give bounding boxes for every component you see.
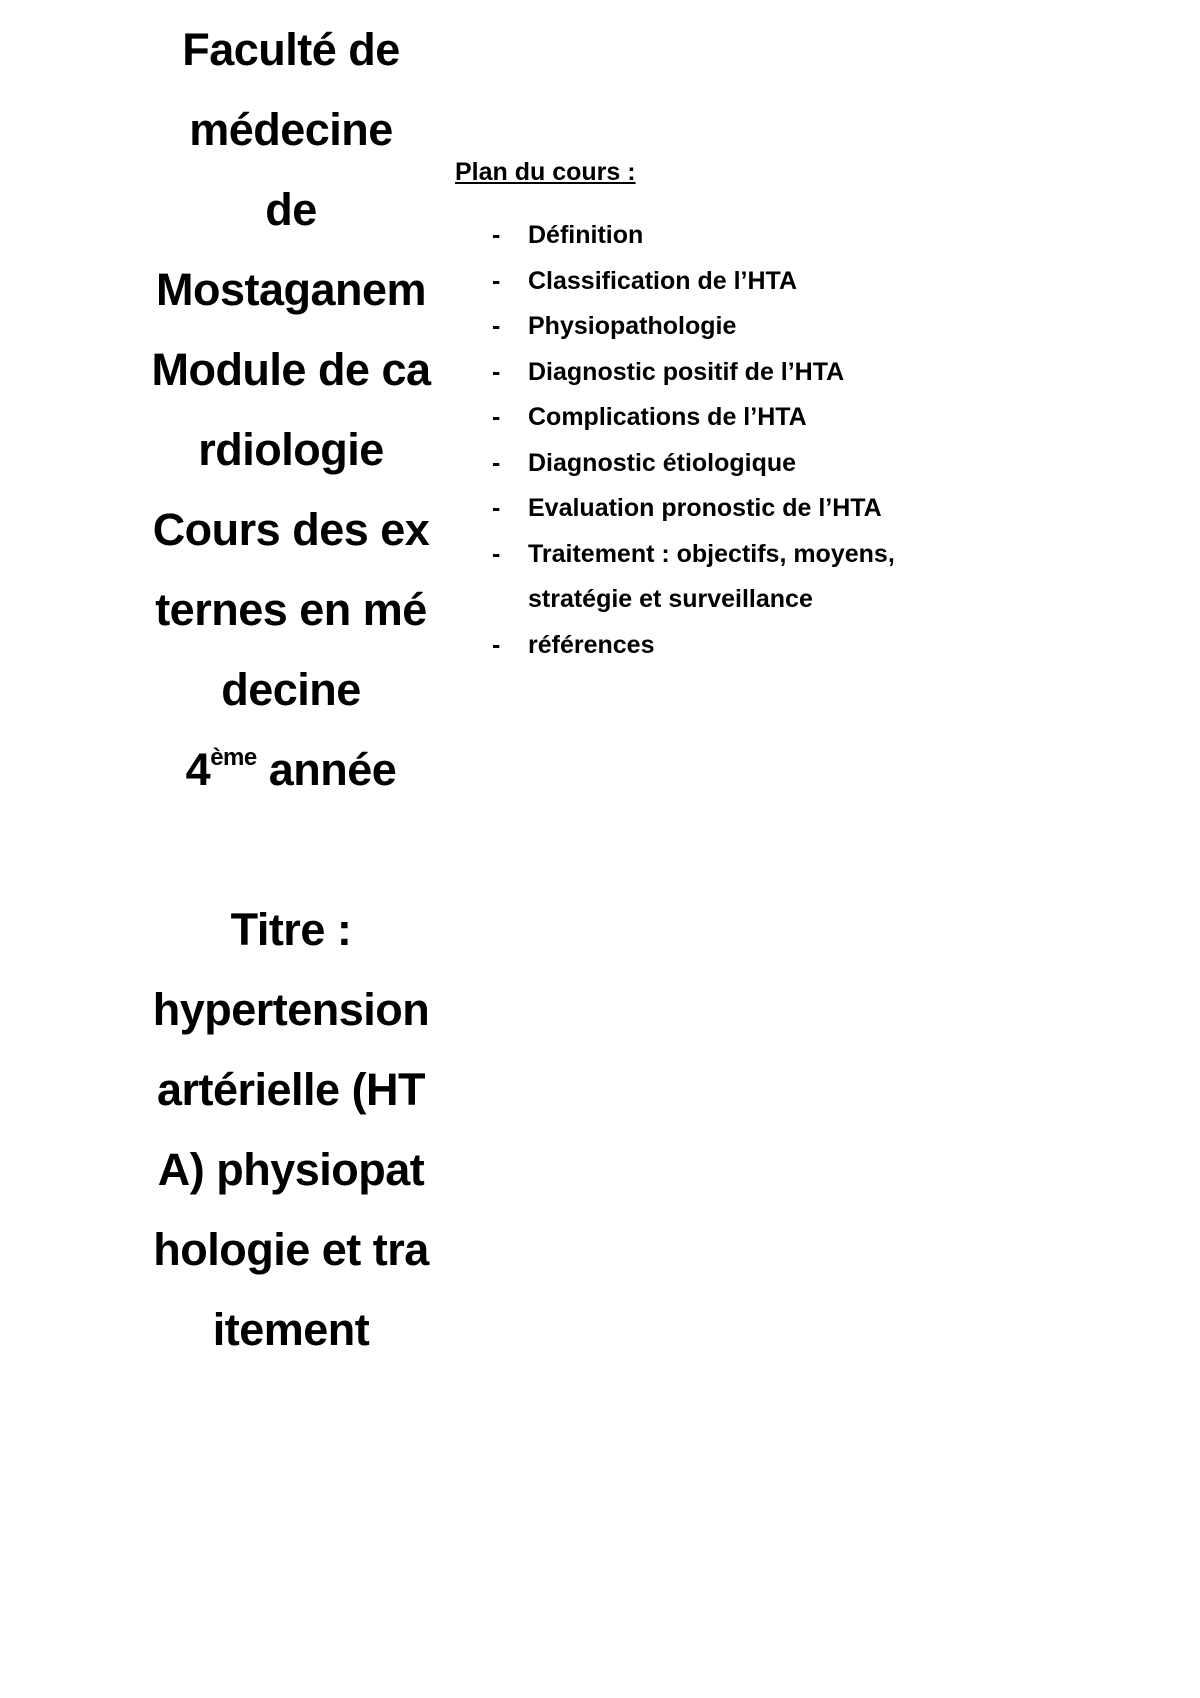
list-item-text: Diagnostic étiologique bbox=[528, 448, 797, 477]
list-item bbox=[492, 304, 995, 350]
list-item-text: références bbox=[528, 630, 655, 659]
bullet-dash: - bbox=[492, 312, 501, 340]
bullet-dash: - bbox=[492, 539, 501, 568]
list-item-text: Evaluation pronostic de l’HTA bbox=[528, 494, 882, 522]
list-item bbox=[492, 213, 995, 259]
year-number: 4 bbox=[185, 744, 211, 795]
course-type: Cours des externes en médecine bbox=[152, 504, 430, 715]
course-outline bbox=[455, 155, 995, 668]
year-word: année bbox=[268, 744, 397, 795]
bullet-dash: - bbox=[492, 403, 501, 431]
list-item bbox=[492, 532, 995, 623]
bullet-dash: - bbox=[492, 266, 501, 295]
course-title: hypertension artérielle (HTA) physiopathologie et traitement bbox=[152, 984, 430, 1355]
faculty-city: Mostaganem bbox=[155, 264, 427, 315]
bullet-dash: - bbox=[492, 448, 501, 477]
list-item-text: Diagnostic positif de l’HTA bbox=[528, 357, 845, 386]
faculty-line-2: médecine bbox=[189, 104, 393, 155]
outline-heading: Plan du cours : bbox=[455, 158, 636, 186]
study-year bbox=[150, 730, 432, 810]
spacer bbox=[150, 810, 432, 890]
faculty-line-1: Faculté de bbox=[182, 24, 400, 75]
list-item bbox=[492, 350, 995, 396]
list-item-text: Définition bbox=[528, 221, 644, 249]
bullet-dash: - bbox=[492, 357, 501, 386]
list-item bbox=[492, 395, 995, 441]
list-item bbox=[492, 623, 995, 669]
title-label: Titre : bbox=[230, 904, 352, 955]
list-item-text: Traitement : objectifs, moyens, stratégie et surveillance bbox=[528, 539, 895, 613]
bullet-dash: - bbox=[492, 630, 501, 659]
bullet-dash: - bbox=[492, 494, 501, 522]
list-item bbox=[492, 486, 995, 532]
list-item bbox=[492, 441, 995, 487]
outline-list bbox=[455, 213, 995, 668]
list-item bbox=[492, 259, 995, 305]
list-item-text: Classification de l’HTA bbox=[528, 266, 798, 295]
list-item-text: Complications de l’HTA bbox=[528, 403, 807, 431]
bullet-dash: - bbox=[492, 221, 501, 249]
year-superscript: ème bbox=[210, 744, 257, 771]
module-name: Module de cardiologie bbox=[151, 344, 431, 475]
title-column bbox=[150, 10, 432, 1698]
faculty-line-3: de bbox=[265, 184, 317, 235]
list-item-text: Physiopathologie bbox=[528, 312, 737, 340]
